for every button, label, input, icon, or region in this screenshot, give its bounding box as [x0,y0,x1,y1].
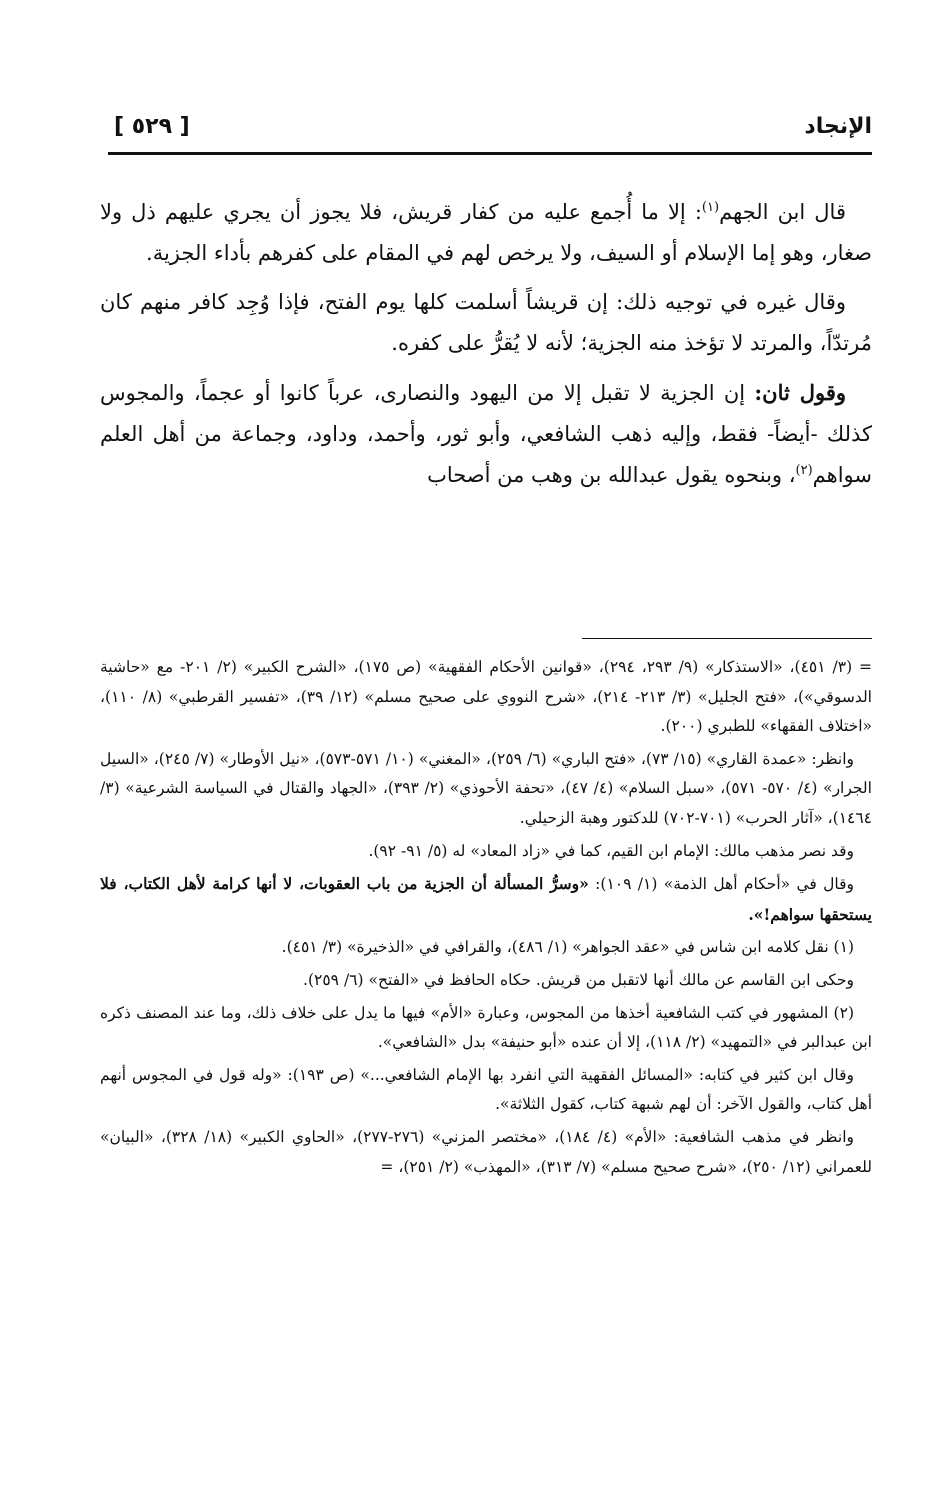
footnote-continuation-4 [100,869,872,930]
main-paragraph-1-before: قال ابن الجهم [719,200,846,224]
footnotes [100,653,872,1185]
footnote-continuation-2: وانظر: «عمدة القاري» (١٥/ ٧٣)، «فتح الباري» (٦/ ٢٥٩)، «المغني» (١٠/ ٥٧١-٥٧٣)، «نيل الأوطار» (٧/ ٢٤٥)، «السيل الجرار» (٤/ ٥٧٠- ٥٧١)، «سبل السلام» (٤/ ٤٧)، «تحفة الأحوذي» (٢/ ٣٩٣)، «الجهاد والقتال في السياسة الشرعية» (٣/ ١٤٦٤)، «آثار الحرب» (٧٠١-٧٠٢) للدكتور وهبة الزحيلي. [100,749,872,827]
footnote-continuation-4-plain: وقال في «أحكام أهل الذمة» (١/ ١٠٩): [588,875,855,894]
main-paragraph-3-after: ، وبنحوه يقول عبدالله بن وهب من أصحاب [427,463,796,487]
footnote-divider [582,638,872,639]
main-paragraph-3-before: إن الجزية لا تقبل إلا من اليهود والنصارى، عرباً كانوا أو عجماً، والمجوس كذلك -أيضاً- فقط، وإليه ذهب الشافعي، وأبو ثور، وأحمد، وداود، وجماعة من أهل العلم سواهم [100,381,872,487]
footnote-continuation-4-quote: «وسرُّ المسألة أن الجزية من باب العقوبات، لا أنها كرامة لأهل الكتاب، فلا يستحقها سواهم!». [100,874,872,924]
footnote-continuation-3: وقد نصر مذهب مالك: الإمام ابن القيم، كما في «زاد المعاد» له (٥/ ٩١- ٩٢). [368,841,854,860]
main-paragraph-2: وقال غيره في توجيه ذلك: إن قريشاً أسلمت كلها يوم الفتح، فإذا وُجِد كافر منهم كان مُرتدّاً، والمرتد لا تؤخذ منه الجزية؛ لأنه لا يُقرُّ على كفره. [100,290,872,355]
footnote-continuation-1: = (٣/ ٤٥١)، «الاستذكار» (٩/ ٢٩٣، ٢٩٤)، «قوانين الأحكام الفقهية» (ص ١٧٥)، «الشرح الكبير» (٢/ ٢٠١- مع «حاشية الدسوقي»)، «فتح الجليل» (٣/ ٢١٣- ٢١٤)، «شرح النووي على صحيح مسلم» (١٢/ ٣٩)، «تفسير القرطبي» (٨/ ١١٠)، «اختلاف الفقهاء» للطبري (٢٠٠). [100,658,873,736]
main-paragraph-3 [100,372,872,496]
main-paragraph-1-after: : إلا ما أُجمع عليه من كفار قريش، فلا يجوز أن يجري عليهم ذل ولا صغار، وهو إما الإسلام أو السيف، ولا يرخص لهم في المقام على كفرهم بأداء الجزية. [100,200,872,265]
footnote-2-addendum-2: وانظر في مذهب الشافعية: «الأم» (٤/ ١٨٤)، «مختصر المزني» (٢٧٦-٢٧٧)، «الحاوي الكبير» (١٨/ ٣٢٨)، «البيان» للعمراني (١٢/ ٢٥٠)، «شرح صحيح مسلم» (٧/ ٣١٣)، «المهذب» (٢/ ٢٥١)، = [100,1127,872,1176]
page-header [108,112,872,155]
footnote-2: (٢) المشهور في كتب الشافعية أخذها من المجوس، وعبارة «الأم» فيها ما يدل على خلاف ذلك، وما عند المصنف ذكره ابن عبدالبر في «التمهيد» (٢/ ١١٨)، إلا أن عنده «أبو حنيفة» بدل «الشافعي». [100,1003,872,1052]
footnote-ref-1: (١) [701,200,720,215]
footnote-1: (١) نقل كلامه ابن شاس في «عقد الجواهر» (١/ ٤٨٦)، والقرافي في «الذخيرة» (٣/ ٤٥١). [281,938,854,957]
page-number: [ ٥٢٩ ] [114,114,190,139]
main-paragraph-3-lead: وقول ثان: [754,380,847,405]
running-title: الإنجاد [804,114,872,139]
footnote-2-addendum-1: وقال ابن كثير في كتابه: «المسائل الفقهية التي انفرد بها الإمام الشافعي...» (ص ١٩٣): «وله قول في المجوس أنهم أهل كتاب، والقول الآخر: أن لهم شبهة كتاب، كقول الثلاثة». [100,1065,872,1114]
main-paragraph-1 [100,192,872,274]
main-text [100,192,872,504]
footnote-ref-2: (٢) [795,463,813,478]
footnote-1-addendum: وحكى ابن القاسم عن مالك أنها لاتقبل من قريش. حكاه الحافظ في «الفتح» (٦/ ٢٥٩). [303,970,854,989]
